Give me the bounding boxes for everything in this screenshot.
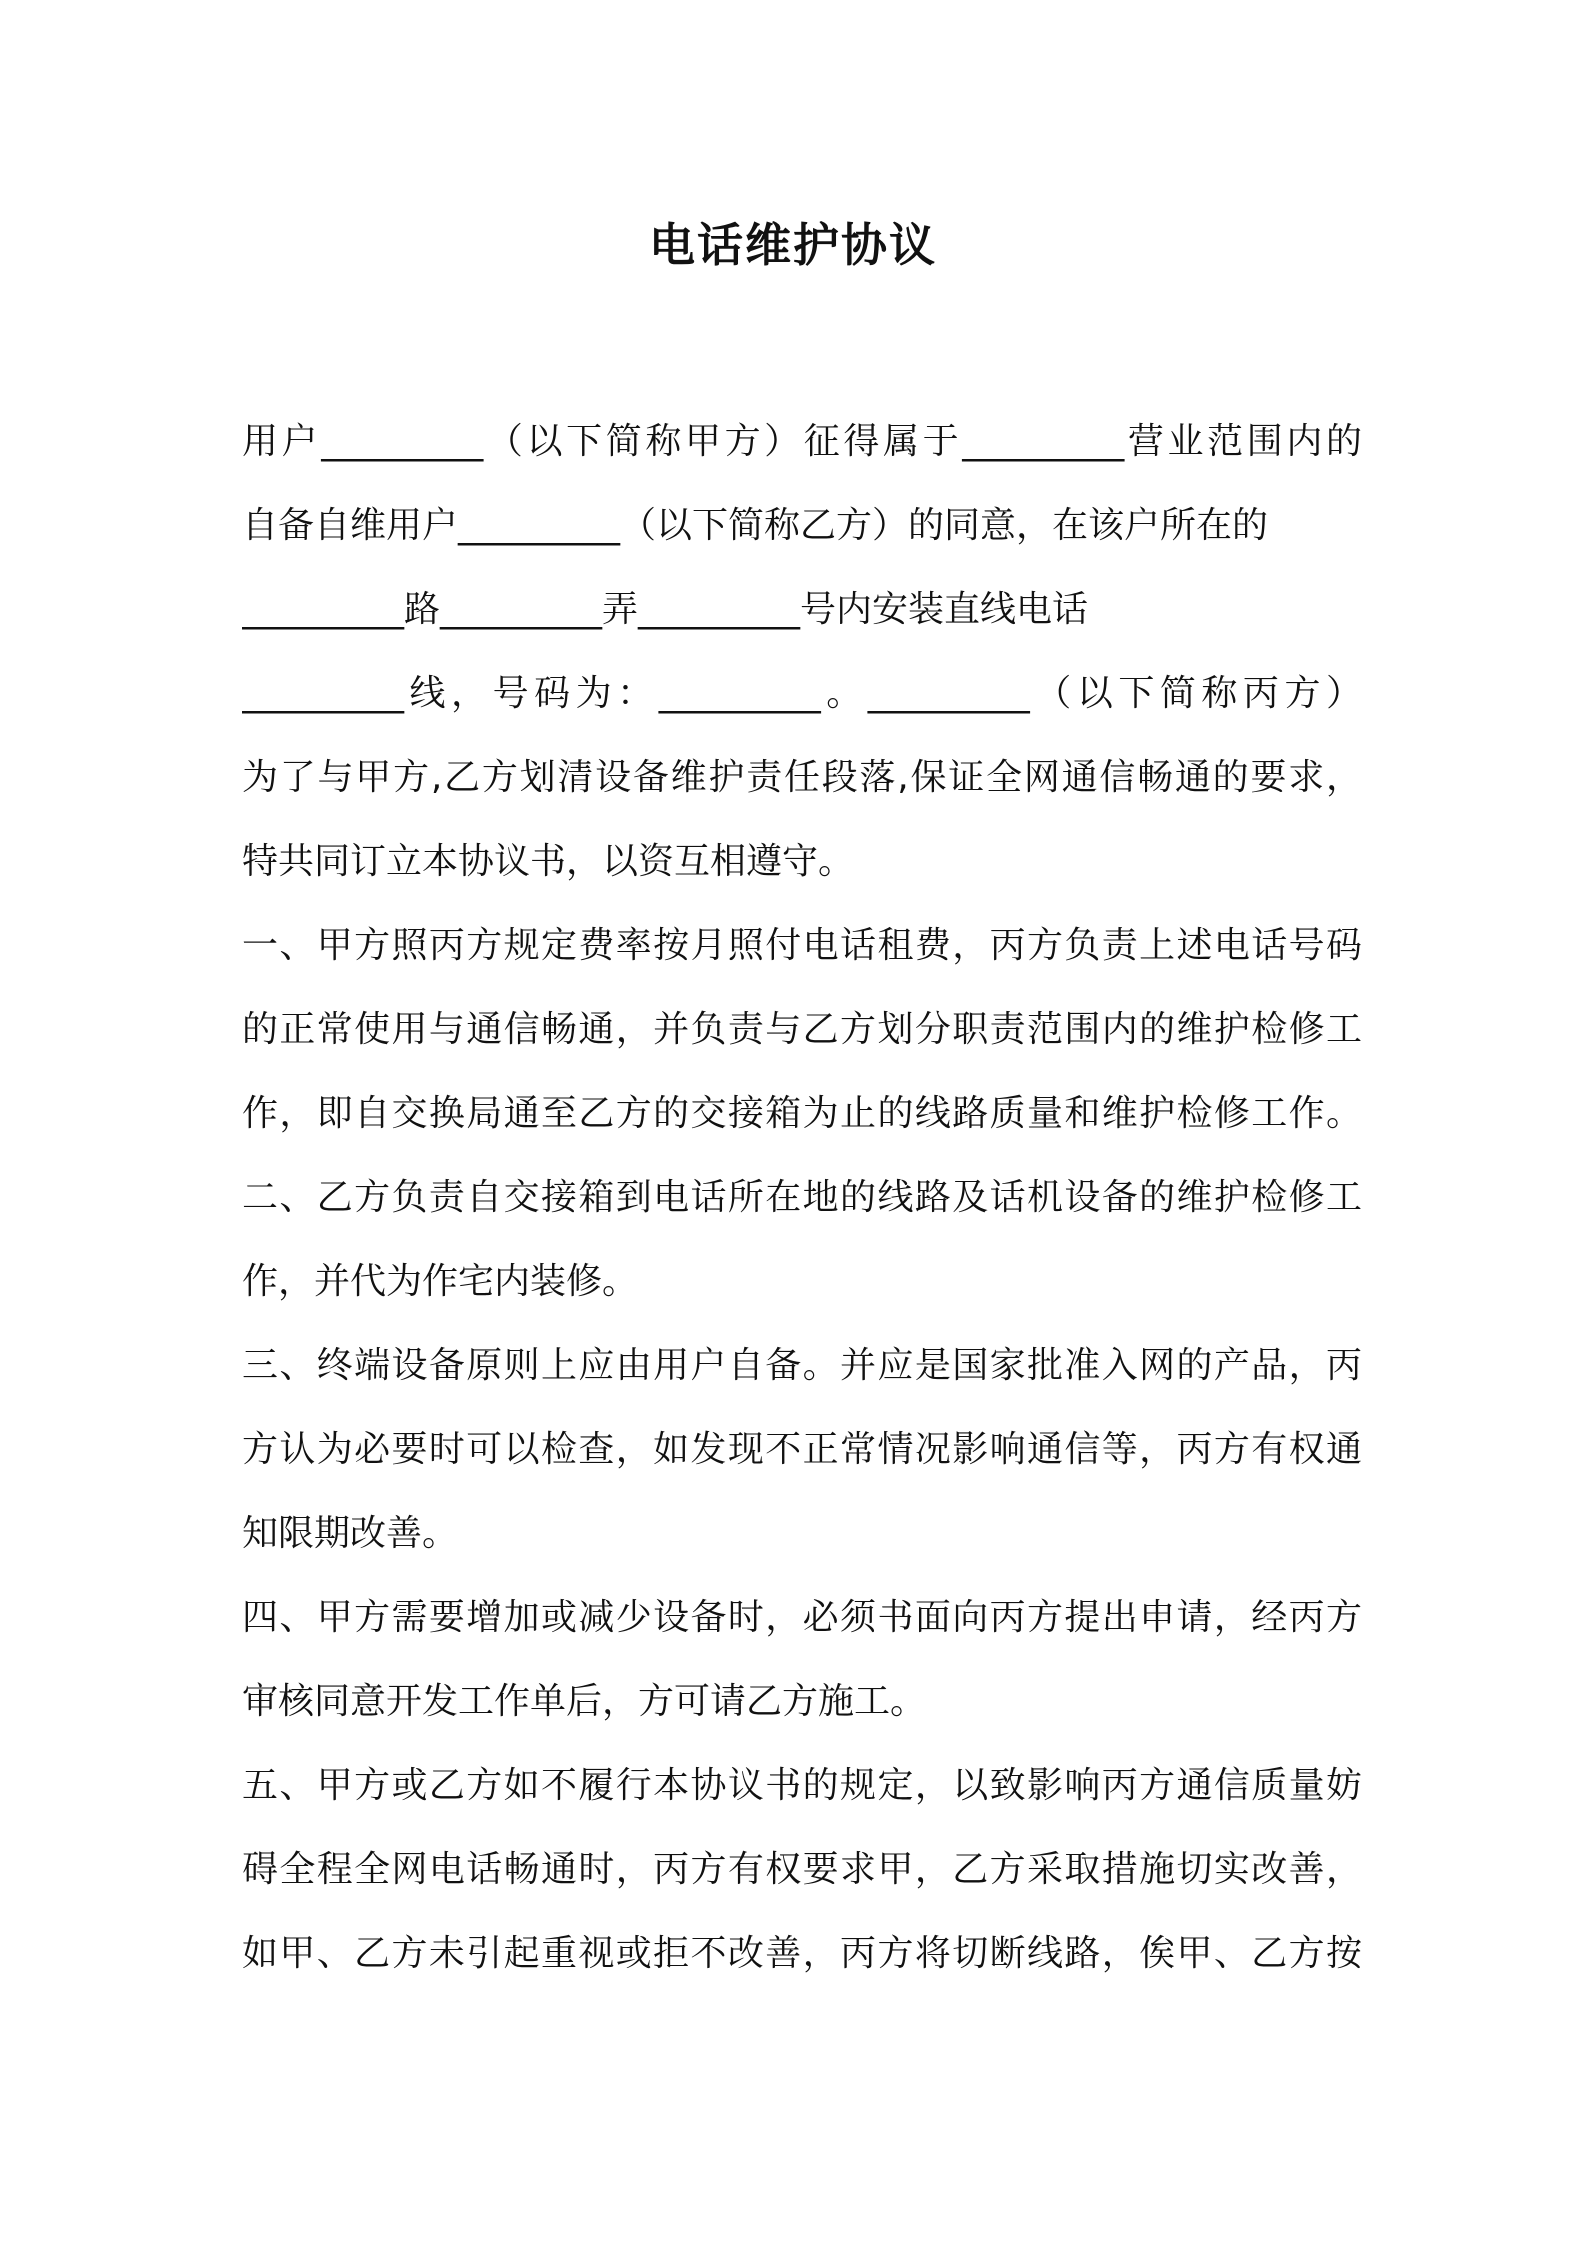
body-line: 特共同订立本协议书，以资互相遵守。 (242, 841, 855, 882)
clause-5-line: 五、甲方或乙方如不履行本协议书的规定，以致影响丙方通信质量妨 (242, 1765, 1362, 1806)
document-title: 电话维护协议 (649, 218, 937, 272)
body-line: 自备自维用户_________（以下简称乙方）的同意，在该户所在的 (242, 505, 1269, 546)
clause-2-line: 作，并代为作宅内装修。 (242, 1261, 639, 1302)
body-line: _________线，号码为：_________。_________（以下简称丙方） (242, 673, 1362, 714)
clause-5-line: 碍全程全网电话畅通时，丙方有权要求甲，乙方采取措施切实改善， (242, 1849, 1362, 1890)
body-line: 用户_________（以下简称甲方）征得属于_________营业范围内的 (242, 421, 1362, 462)
clause-4-line: 四、甲方需要增加或减少设备时，必须书面向丙方提出申请，经丙方 (242, 1597, 1362, 1638)
clause-4-line: 审核同意开发工作单后，方可请乙方施工。 (242, 1681, 927, 1722)
clause-5-line: 如甲、乙方未引起重视或拒不改善，丙方将切断线路，俟甲、乙方按 (242, 1933, 1362, 1974)
clause-1-line: 作，即自交换局通至乙方的交接箱为止的线路质量和维护检修工作。 (242, 1093, 1362, 1134)
clause-3-line: 知限期改善。 (242, 1513, 459, 1554)
document-body (242, 400, 1362, 1996)
body-line: _________路_________弄_________号内安装直线电话 (242, 589, 1089, 630)
body-line: 为了与甲方,乙方划清设备维护责任段落,保证全网通信畅通的要求， (242, 757, 1362, 798)
clause-1-line: 的正常使用与通信畅通，并负责与乙方划分职责范围内的维护检修工 (242, 1009, 1362, 1050)
clause-1-line: 一、甲方照丙方规定费率按月照付电话租费，丙方负责上述电话号码 (242, 925, 1362, 966)
clause-3-line: 三、终端设备原则上应由用户自备。并应是国家批准入网的产品，丙 (242, 1345, 1362, 1386)
clause-3-line: 方认为必要时可以检查，如发现不正常情况影响通信等，丙方有权通 (242, 1429, 1362, 1470)
clause-2-line: 二、乙方负责自交接箱到电话所在地的线路及话机设备的维护检修工 (242, 1177, 1362, 1218)
